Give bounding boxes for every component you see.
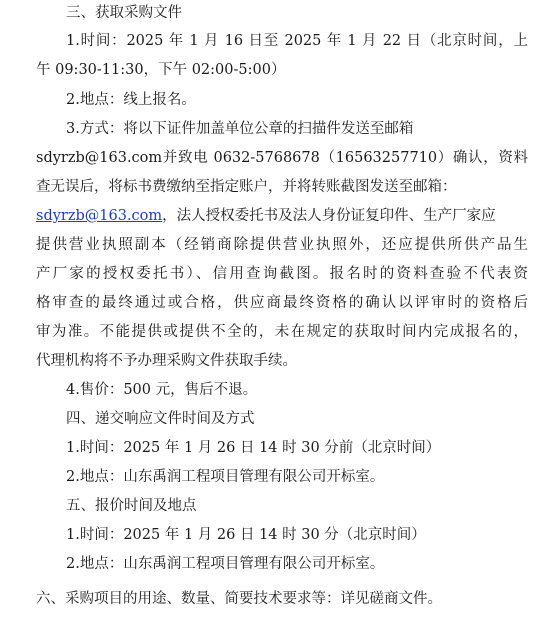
section-3-method-line-5: 提供营业执照副本（经销商除提供营业执照外，还应提供所供产品生	[36, 237, 528, 253]
section-4-time: 1.时间：2025 年 1 月 26 日 14 时 30 分前（北京时间）	[66, 440, 441, 456]
section-3-method-line-4-text: ，法人授权委托书及法人身份证复印件、生产厂家应	[162, 208, 496, 224]
section-3-method-line-4	[36, 206, 528, 226]
section-5-heading: 五、报价时间及地点	[66, 498, 197, 514]
section-3-time-line-1: 1.时间：2025 年 1 月 16 日至 2025 年 1 月 22 日（北京时间，上	[66, 33, 528, 49]
section-4-place: 2.地点：山东禹润工程项目管理有限公司开标室。	[66, 469, 385, 485]
section-3-method-line-7: 格审查的最终通过或合格，供应商最终资格的确认以评审时的资格后	[36, 295, 528, 311]
section-3-method-line-3: 查无误后，将标书费缴纳至指定账户，并将转账截图发送至邮箱：	[36, 179, 457, 195]
section-3-method-line-9: 代理机构将不予办理采购文件获取手续。	[36, 353, 297, 369]
section-6-heading: 六、采购项目的用途、数量、简要技术要求等：详见磋商文件。	[36, 591, 442, 607]
section-5-place: 2.地点：山东禹润工程项目管理有限公司开标室。	[66, 556, 385, 572]
section-3-time-line-2: 午 09:30-11:30，下午 02:00-5:00）	[36, 62, 286, 78]
section-3-method-line-2: sdyrzb@163.com并致电 0632-5768678（16563257710）确认，资料	[36, 150, 528, 166]
email-link[interactable]: sdyrzb@163.com	[36, 208, 163, 224]
section-3-price: 4.售价：500 元，售后不退。	[66, 382, 258, 398]
section-3-method-line-6: 产厂家的授权委托书）、信用查询截图。报名时的资料查验不代表资	[36, 266, 528, 282]
section-3-method-line-1: 3.方式：将以下证件加盖单位公章的扫描件发送至邮箱	[66, 121, 414, 137]
section-4-heading: 四、递交响应文件时间及方式	[66, 411, 255, 427]
section-5-time: 1.时间：2025 年 1 月 26 日 14 时 30 分（北京时间）	[66, 527, 426, 543]
section-3-heading: 三、获取采购文件	[66, 5, 182, 21]
section-3-method-line-8: 审为准。不能提供或提供不全的，未在规定的获取时间内完成报名的，	[36, 324, 528, 340]
section-3-place: 2.地点：线上报名。	[66, 92, 196, 108]
